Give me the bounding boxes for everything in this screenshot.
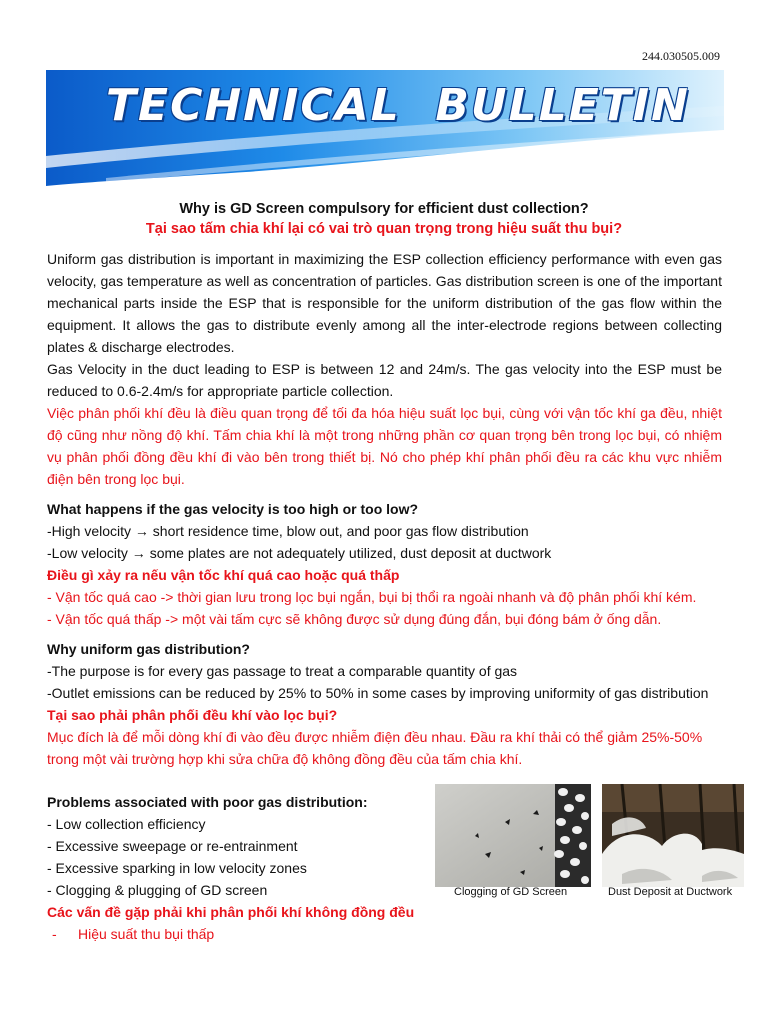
dust-deposit-photo-caption: Dust Deposit at Ductwork bbox=[608, 886, 733, 898]
title-vietnamese: Tại sao tấm chia khí lại có vai trò quan trọng trong hiệu suất thu bụi? bbox=[145, 221, 623, 237]
document-number: 244.030505.009 bbox=[642, 49, 720, 63]
velocity-heading: What happens if the gas velocity is too high or too low? bbox=[47, 501, 419, 517]
clogging-photo-caption: Clogging of GD Screen bbox=[454, 886, 568, 898]
intro-paragraph-2: Gas Velocity in the duct leading to ESP is between 12 and 24m/s. The gas velocity into the ESP must be reduced to 0.6-2.4m/s for appropriate particle collection. bbox=[47, 361, 722, 399]
velocity-high: -High velocity → short residence time, blow out, and poor gas flow distribution bbox=[47, 523, 529, 539]
uniform-text-vietnamese: Mục đích là để mỗi dòng khí đi vào đều được nhiễm điện đều nhau. Đầu ra khí thải có thể giảm 25%-50% trong một vài trường hợp khi sửa chữa độ không đồng đều của tấm chia khí. bbox=[47, 729, 703, 767]
velocity-low-vietnamese: - Vận tốc quá thấp -> một vài tấm cực sẽ không được sử dụng đúng đắn, bụi đóng bám ở ống dẫn. bbox=[47, 611, 662, 627]
velocity-heading-vietnamese: Điều gì xảy ra nếu vận tốc khí quá cao hoặc quá thấp bbox=[47, 567, 400, 583]
intro-paragraph-1: Uniform gas distribution is important in maximizing the ESP collection efficiency performance with even gas velocity, gas temperature as well as concentration of particles. Gas distribution screen is one of the important mechanical parts inside the ESP that is responsible for the uniform distribution of the gas flow within the equipment. It allows the gas to distribute evenly among all the inter-electrode regions between collecting plates & discharge electrodes. bbox=[47, 251, 722, 355]
problem-item-vietnamese: Hiệu suất thu bụi thấp bbox=[78, 926, 215, 942]
title-english: Why is GD Screen compulsory for efficient dust collection? bbox=[179, 201, 589, 217]
uniform-heading: Why uniform gas distribution? bbox=[47, 641, 250, 657]
banner-title: TECHNICAL BULLETIN bbox=[106, 80, 691, 131]
velocity-high-vietnamese: - Vận tốc quá cao -> thời gian lưu trong lọc bụi ngắn, bụi bị thổi ra ngoài nhanh và độ phân phối khí kém. bbox=[47, 589, 697, 605]
uniform-point-2: -Outlet emissions can be reduced by 25% to 50% in some cases by improving uniformity of gas distribution bbox=[47, 685, 709, 701]
uniform-point-1: -The purpose is for every gas passage to treat a comparable quantity of gas bbox=[47, 663, 518, 679]
problem-item: - Clogging & plugging of GD screen bbox=[47, 882, 268, 898]
velocity-low: -Low velocity → some plates are not adequately utilized, dust deposit at ductwork bbox=[47, 545, 552, 561]
technical-bulletin-banner bbox=[46, 70, 724, 186]
problem-item-vietnamese-dash: - bbox=[52, 926, 57, 942]
problems-heading: Problems associated with poor gas distribution: bbox=[47, 794, 368, 810]
problem-item: - Excessive sparking in low velocity zones bbox=[47, 860, 307, 876]
clogging-gd-screen-photo bbox=[435, 784, 591, 887]
problems-heading-vietnamese: Các vấn đề gặp phải khi phân phối khí không đồng đều bbox=[47, 904, 415, 920]
problem-item: - Low collection efficiency bbox=[47, 816, 206, 832]
dust-deposit-photo bbox=[602, 784, 744, 887]
intro-paragraph-vietnamese: Việc phân phối khí đều là điều quan trọng để tối đa hóa hiệu suất lọc bụi, cùng với vận tốc khí ga đều, nhiệt độ cũng như nồng độ khí. Tấm chia khí là một trong những phần cơ quan trọng bên trong lọc bụi, có nhiệm vụ phân phối đồng đều khí đi vào bên trong thiết bị. Nó cho phép khí phân phối đều ra các khu vực nhiễm điện bên trong lọc bụi. bbox=[47, 405, 722, 487]
uniform-heading-vietnamese: Tại sao phải phân phối đều khí vào lọc bụi? bbox=[47, 707, 338, 723]
problem-item: - Excessive sweepage or re-entrainment bbox=[47, 838, 298, 854]
